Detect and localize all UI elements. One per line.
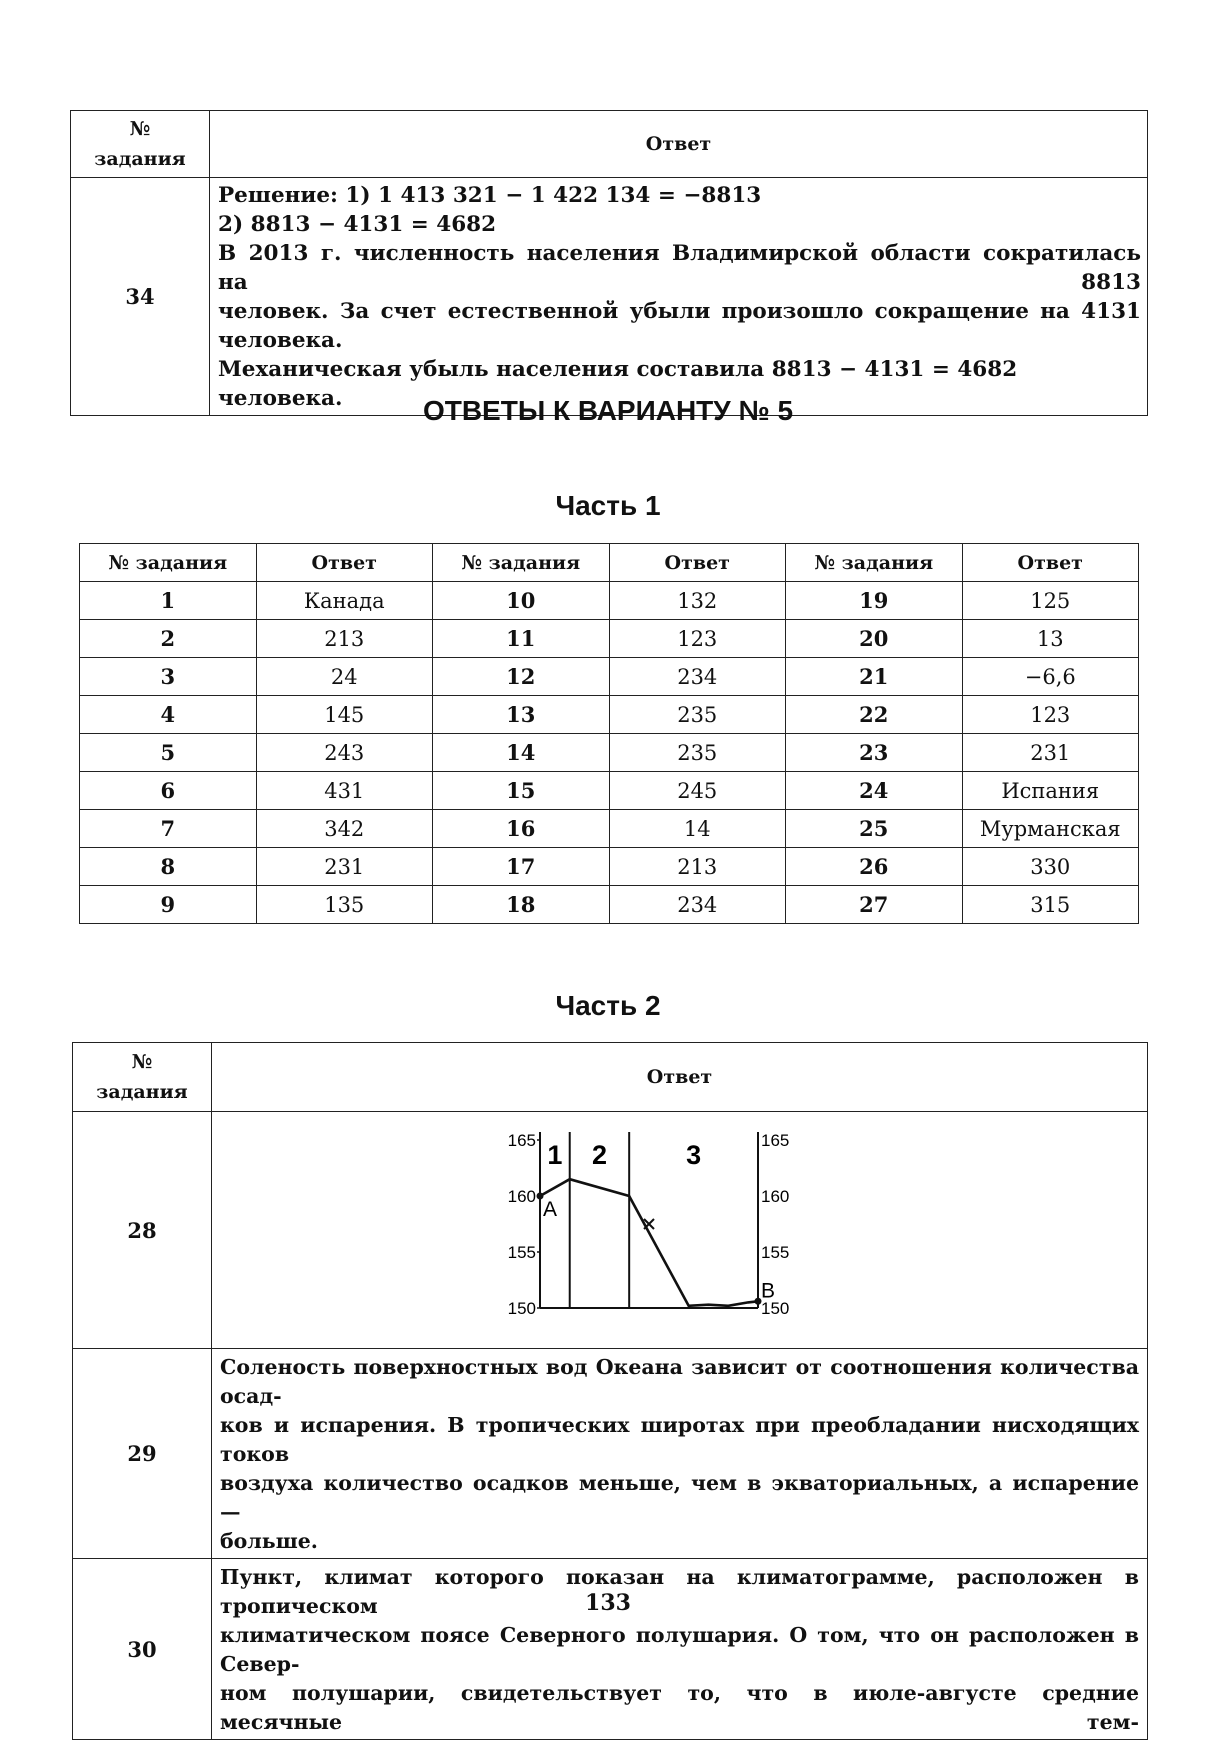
table-row [80,620,1139,658]
text-line: человек. За счет естественной убыли произошло сокращение на 4131 человека. [218,299,1141,353]
task-number-cell: 16 [433,810,610,848]
answer-cell: 234 [609,658,786,696]
answer-cell: 235 [609,696,786,734]
task-30-answer [212,1559,1148,1740]
y-tick-label-left: 150 [507,1299,536,1318]
text-line: Механическая убыль населения составила 8813 − 4131 = 4682 человека. [218,357,1018,411]
answer-cell: 123 [609,620,786,658]
header-cell: № задания [80,544,257,582]
answer-cell: 342 [256,810,433,848]
table-row [80,848,1139,886]
task-number-cell: 26 [786,848,963,886]
task-number-cell: 21 [786,658,963,696]
task-number: 29 [73,1349,212,1559]
task-number: 34 [71,178,210,416]
text-line: 2) 8813 − 4131 = 4682 [218,212,497,237]
task-number-cell: 6 [80,772,257,810]
part2-answer-table [72,1042,1148,1740]
task-number: 30 [73,1559,212,1740]
task-number-cell: 20 [786,620,963,658]
part1-title: Часть 1 [555,490,661,521]
answer-cell: 125 [962,582,1139,620]
task-number-cell: 17 [433,848,610,886]
point-label: A [543,1198,558,1221]
header-task-number: № задания [73,1043,212,1112]
profile-chart-cell [212,1112,1148,1349]
task-number-cell: 4 [80,696,257,734]
variant-title: ОТВЕТЫ К ВАРИАНТУ № 5 [422,395,794,426]
y-tick-label-right: 150 [761,1299,790,1318]
answer-cell: −6,6 [962,658,1139,696]
text-line: Соленость поверхностных вод Океана зависит от соотношения количества осад- [220,1355,1139,1408]
header-task-number: № задания [71,111,210,178]
point-label: B [761,1279,776,1303]
answer-cell: 315 [962,886,1139,924]
answer-cell: 231 [256,848,433,886]
text-line: В 2013 г. численность населения Владимирской области сократилась на 8813 [218,241,1141,295]
answer-cell: 245 [609,772,786,810]
answer-cell: 231 [962,734,1139,772]
answer-cell: Канада [256,582,433,620]
task-number-cell: 22 [786,696,963,734]
answer-cell: 234 [609,886,786,924]
table-row [80,886,1139,924]
answer-cell: 213 [609,848,786,886]
y-tick-label-left: 165 [507,1131,536,1150]
segment-label: 2 [591,1140,607,1170]
text-line: воздуха количество осадков меньше, чем в экваториальных, а испарение — [220,1471,1139,1524]
header-cell: Ответ [256,544,433,582]
task-number-cell: 9 [80,886,257,924]
answer-cell: 14 [609,810,786,848]
answer-cell: Мурманская [962,810,1139,848]
task-34-solution [210,178,1148,416]
task-number-cell: 19 [786,582,963,620]
answer-cell: Испания [962,772,1139,810]
profile-line [540,1179,758,1306]
answer-cell: 123 [962,696,1139,734]
text-line: климатическом поясе Северного полушария. О том, что он расположен в Север- [220,1623,1139,1676]
text-line: больше. [220,1529,318,1553]
segment-label: 3 [686,1140,702,1170]
page-number: 133 [585,1590,631,1616]
table-row [80,582,1139,620]
header-cell: Ответ [609,544,786,582]
task-number-cell: 11 [433,620,610,658]
header-answer: Ответ [212,1043,1148,1112]
task-number-cell: 7 [80,810,257,848]
y-tick-label-right: 155 [761,1243,790,1262]
task-number-cell: 15 [433,772,610,810]
text-line: Решение: 1) 1 413 321 − 1 422 134 = −8813 [218,183,762,208]
task-29-answer [212,1349,1148,1559]
task-number-cell: 10 [433,582,610,620]
answer-cell: 135 [256,886,433,924]
segment-label: 1 [547,1140,563,1170]
y-tick-label-right: 165 [761,1131,790,1150]
table-row [80,734,1139,772]
answer-cell: 235 [609,734,786,772]
task-number-cell: 13 [433,696,610,734]
part1-answer-table [79,543,1139,924]
task-number-cell: 1 [80,582,257,620]
table-row [80,658,1139,696]
part2-title: Часть 2 [555,990,661,1021]
task-number-cell: 12 [433,658,610,696]
profile-chart [212,1112,1150,1348]
task-number-cell: 18 [433,886,610,924]
text-line: ном полушарии, свидетельствует то, что в июле-августе средние месячные тем- [220,1681,1139,1734]
task-number-cell: 14 [433,734,610,772]
y-tick-label-left: 160 [507,1187,536,1206]
part1-header-row [80,544,1139,582]
table-row [80,810,1139,848]
answer-cell: 330 [962,848,1139,886]
y-tick-label-left: 155 [507,1243,536,1262]
text-line: Пункт, климат которого показан на климатограмме, расположен в тропическом [220,1565,1139,1618]
answer-table-34 [70,110,1148,416]
table-row [80,772,1139,810]
task-number-cell: 23 [786,734,963,772]
table-row [73,1349,1148,1559]
table-row [73,1559,1148,1740]
task-number-cell: 8 [80,848,257,886]
answer-cell: 243 [256,734,433,772]
task-number-cell: 27 [786,886,963,924]
y-tick-label-right: 160 [761,1187,790,1206]
table-row [73,1112,1148,1349]
task-number-cell: 3 [80,658,257,696]
answer-cell: 431 [256,772,433,810]
header-cell: № задания [786,544,963,582]
header-cell: № задания [433,544,610,582]
answer-cell: 132 [609,582,786,620]
task-number-cell: 5 [80,734,257,772]
answer-cell: 213 [256,620,433,658]
answer-cell: 24 [256,658,433,696]
header-cell: Ответ [962,544,1139,582]
answer-cell: 145 [256,696,433,734]
header-answer: Ответ [210,111,1148,178]
task-number-cell: 2 [80,620,257,658]
task-number-cell: 25 [786,810,963,848]
text-line: ков и испарения. В тропических широтах при преобладании нисходящих токов [220,1413,1139,1466]
task-number: 28 [73,1112,212,1349]
answer-cell: 13 [962,620,1139,658]
table-row [80,696,1139,734]
task-number-cell: 24 [786,772,963,810]
